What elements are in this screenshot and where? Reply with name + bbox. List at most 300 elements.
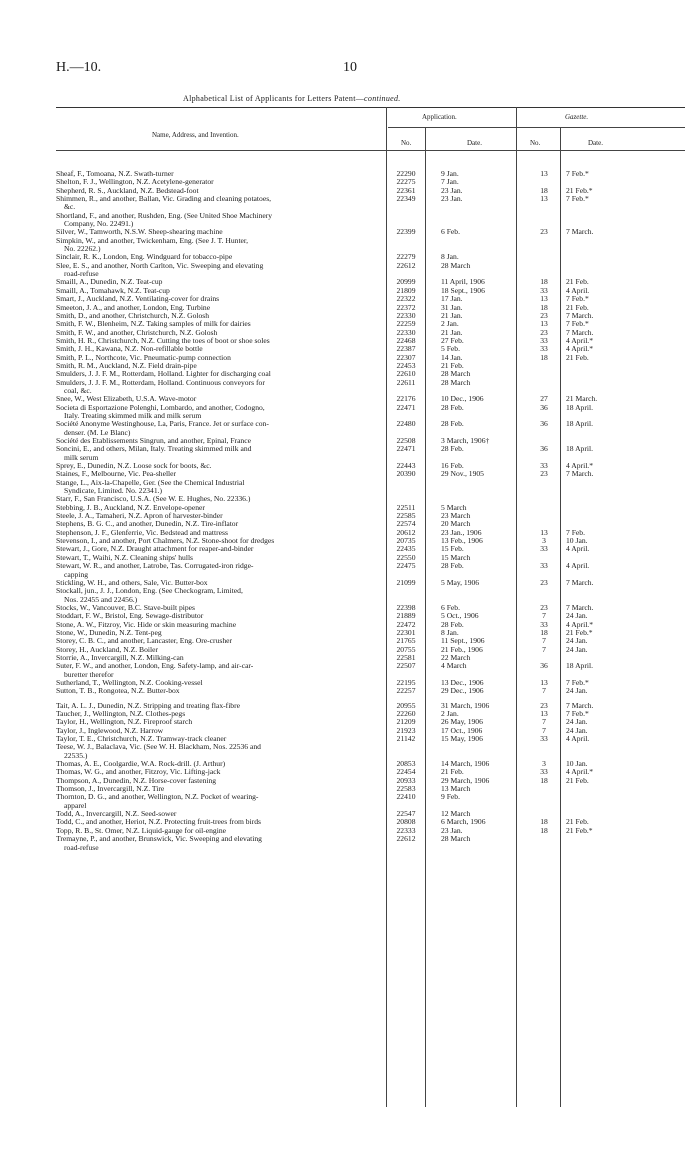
application-date: 7 Jan.	[441, 177, 459, 187]
application-date: 22 March	[441, 652, 471, 662]
application-date: 12 March	[441, 809, 471, 819]
applicant-text: Silver, W., Tamworth, N.S.W. Sheep-shearing machine	[56, 227, 223, 237]
applicant-text: Taylor, T. E., Christchurch, N.Z. Tramway-track cleaner	[56, 734, 227, 744]
application-number: 20390	[396, 469, 416, 479]
application-number: 22468	[396, 335, 416, 345]
application-number: 20853	[396, 759, 416, 769]
application-number: 21099	[396, 577, 416, 587]
applicant-text: Stone, A. W., Fitzroy, Vic. Hide or skin measuring machine	[56, 619, 237, 629]
applicant-text-continued: Nos. 22455 and 22456.)	[64, 594, 138, 604]
application-date: 13 Dec., 1906	[441, 677, 484, 687]
gazette-number: 23	[540, 602, 548, 612]
application-number: 20808	[396, 817, 416, 827]
applicant-text-continued: milk serum	[64, 452, 99, 462]
gazette-date: 24 Jan.	[566, 644, 588, 654]
application-number: 22472	[396, 619, 416, 629]
gazette-date: 18 April.	[566, 444, 594, 454]
applicant-text: Taucher, J., Wellington, N.Z. Clothes-pegs	[56, 709, 186, 718]
page-title	[183, 94, 629, 103]
page-number: 10	[343, 60, 357, 75]
application-number: 22471	[396, 444, 416, 454]
gazette-number: 3	[542, 536, 546, 546]
gazette-number: 27	[540, 394, 548, 404]
gazette-number: 18	[540, 277, 548, 287]
applicant-entry	[56, 379, 388, 396]
application-date: 21 Jan.	[441, 327, 463, 337]
applicant-text: Starr, F., San Francisco, U.S.A. (See W. E. Hughes, No. 22336.)	[56, 494, 251, 504]
gazette-number: 36	[540, 402, 548, 412]
applicant-text: Sinclair, R. K., London, Eng. Windguard for tobacco-pipe	[56, 252, 233, 262]
application-date: 8 Jan.	[441, 627, 459, 637]
applicant-entry	[56, 195, 388, 212]
gazette-number: 18	[540, 825, 548, 835]
gazette-date: 4 April.*	[566, 461, 594, 471]
application-date: 23 Jan.	[441, 194, 463, 204]
header-bottom-rule	[56, 150, 685, 151]
gazette-number: 23	[540, 227, 548, 237]
application-number: 22612	[396, 834, 416, 844]
application-date: 29 March, 1906	[441, 775, 490, 785]
applicant-text: Smith, J. H., Kawana, N.Z. Non-refillable bottle	[56, 344, 203, 354]
gazette-date: 21 Feb.*	[566, 185, 593, 195]
applicant-text: Smeeton, J. A., and another, London, Eng. Turbine	[56, 302, 211, 312]
gazette-number: 18	[540, 352, 548, 362]
applicant-text: Smaill, A., Dunedin, N.Z. Teat-cup	[56, 277, 163, 287]
gazette-date: 21 Feb.*	[566, 825, 593, 835]
application-number: 22480	[396, 419, 416, 429]
applicant-text-continued: 22535.)	[64, 750, 88, 760]
applicant-text: Slee, E. S., and another, North Carlton, Vic. Sweeping and elevating	[56, 260, 264, 270]
table-row	[56, 587, 686, 604]
gazette-number: 18	[540, 185, 548, 195]
application-date: 5 Feb.	[441, 344, 460, 354]
applicant-text: Tait, A. L. J., Dunedin, N.Z. Stripping and treating flax-fibre	[56, 700, 240, 710]
application-number: 22581	[396, 652, 416, 662]
application-date: 9 Feb.	[441, 792, 460, 802]
application-date: 28 Feb.	[441, 561, 464, 571]
applicant-text: Thomson, J., Invercargill, N.Z. Tire	[56, 784, 165, 794]
gazette-number: 36	[540, 419, 548, 429]
gazette-number: 13	[540, 294, 548, 304]
applicant-entry	[56, 743, 388, 760]
gazette-number: 18	[540, 627, 548, 637]
applicant-text: Smith, F. W., and another, Christchurch, N.Z. Golosh	[56, 327, 218, 337]
applicant-entry	[56, 237, 388, 254]
applicant-text-continued: Syndicate, Limited. No. 22341.)	[64, 486, 163, 496]
applicant-text: Shepherd, R. S., Auckland, N.Z. Bedstead-foot	[56, 185, 199, 195]
gazette-date: 7 March.	[566, 327, 594, 337]
applicant-text: Snee, W., West Elizabeth, U.S.A. Wave-motor	[56, 394, 197, 404]
applicant-entry	[56, 587, 388, 604]
application-number: 22507	[396, 661, 416, 671]
gazette-date: 24 Jan.	[566, 636, 588, 646]
application-date: 15 May, 1906	[441, 734, 483, 744]
application-date: 23 Jan.	[441, 825, 463, 835]
application-date: 23 March	[441, 511, 471, 521]
table-row	[56, 687, 686, 695]
application-date: 28 Feb.	[441, 419, 464, 429]
application-date: 28 March	[441, 369, 471, 379]
applicant-text: Stocks, W., Vancouver, B.C. Stave-built pipes	[56, 602, 195, 612]
application-date: 10 Dec., 1906	[441, 394, 484, 404]
application-date: 31 Jan.	[441, 302, 463, 312]
gazette-date: 7 March.	[566, 469, 594, 479]
gazette-number: 33	[540, 461, 548, 471]
application-number: 21889	[396, 611, 416, 621]
application-date: 13 Feb., 1906	[441, 536, 483, 546]
gazette-number: 18	[540, 775, 548, 785]
applicant-text: Suter, F. W., and another, London, Eng. Safety-lamp, and air-car-	[56, 661, 254, 671]
gazette-number: 7	[542, 644, 546, 654]
applicant-text: Smart, J., Auckland, N.Z. Ventilating-cover for drains	[56, 294, 220, 304]
column-header-gaz-date: Date.	[588, 139, 603, 147]
table-row	[56, 562, 686, 579]
gazette-number: 33	[540, 335, 548, 345]
applicant-text-continued: capping	[64, 569, 89, 579]
application-number: 21142	[396, 734, 416, 744]
application-number: 22290	[396, 169, 416, 178]
applicant-text: Shortland, F., and another, Rushden, Eng. (See United Shoe Machinery	[56, 210, 273, 220]
applicant-text: Stebbing, J. B., Auckland, N.Z. Envelope-opener	[56, 502, 205, 512]
applicant-text: Storey, C. B. C., and another, Lancaster, Eng. Ore-crusher	[56, 636, 233, 646]
application-date: 21 Feb.	[441, 360, 464, 370]
application-number: 20999	[396, 277, 416, 287]
application-date: 5 March	[441, 502, 467, 512]
gazette-number: 23	[540, 310, 548, 320]
applicant-text: Todd, C., and another, Heriot, N.Z. Protecting fruit-trees from birds	[56, 817, 261, 827]
table-row	[56, 212, 686, 229]
applicant-text: Steele, J. A., Tamaheri, N.Z. Apron of harvester-binder	[56, 511, 223, 521]
applicant-text: Smith, F. W., Blenheim, N.Z. Taking samples of milk for dairies	[56, 319, 251, 329]
applicant-text: Sutton, T. B., Rongotea, N.Z. Butter-box	[56, 686, 180, 696]
application-date: 8 Jan.	[441, 252, 459, 262]
application-number: 22330	[396, 327, 416, 337]
gazette-date: 7 March.	[566, 602, 594, 612]
application-date: 28 March	[441, 377, 471, 387]
application-date: 13 March	[441, 784, 471, 794]
applicant-text-continued: buretter therefor	[64, 669, 114, 679]
gazette-date: 21 Feb.	[566, 817, 589, 827]
applicant-text: Thomas, W. G., and another, Fitzroy, Vic. Lifting-jack	[56, 767, 221, 777]
applicant-text: Taylor, J., Inglewood, N.Z. Harrow	[56, 725, 164, 735]
gazette-date: 24 Jan.	[566, 611, 588, 621]
application-date: 16 Feb.	[441, 461, 464, 471]
table-row	[56, 743, 686, 760]
applicant-text: Smulders, J. J. F. M., Rotterdam, Holland. Lighter for discharging coal	[56, 369, 271, 379]
application-date: 29 Nov., 1905	[441, 469, 484, 479]
applicant-text: Stickling, W. H., and others, Sale, Vic. Butter-box	[56, 577, 208, 587]
table-row	[56, 404, 686, 421]
gazette-number: 13	[540, 677, 548, 687]
applicant-text: Smith, P. L., Northcote, Vic. Pneumatic-pump connection	[56, 352, 231, 362]
gazette-date: 21 Feb.*	[566, 627, 593, 637]
column-header-name: Name, Address, and Invention.	[152, 131, 239, 139]
gazette-number: 13	[540, 709, 548, 718]
application-date: 21 Jan.	[441, 310, 463, 320]
document-reference: H.—10.	[56, 60, 102, 75]
gazette-number: 3	[542, 759, 546, 769]
application-number: 20735	[396, 536, 416, 546]
applicant-text: Teese, W. J., Balaclava, Vic. (See W. H. Blackham, Nos. 22536 and	[56, 742, 261, 752]
application-number: 22257	[396, 686, 416, 696]
application-number: 22550	[396, 552, 416, 562]
header-subrule	[388, 127, 685, 128]
table-row	[56, 420, 686, 437]
gazette-number: 13	[540, 169, 548, 178]
column-header-application: Application.	[422, 113, 457, 121]
gazette-number: 13	[540, 194, 548, 204]
applicant-text: Stoddart, F. W., Bristol, Eng. Sewage-distributor	[56, 611, 204, 621]
gazette-date: 7 Feb.	[566, 527, 585, 537]
gazette-date: 7 March.	[566, 310, 594, 320]
gazette-date: 24 Jan.	[566, 717, 588, 727]
applicant-entry	[56, 404, 388, 421]
applicant-text-continued: &c.	[64, 202, 76, 212]
application-date: 6 March, 1906	[441, 817, 486, 827]
gazette-number: 7	[542, 611, 546, 621]
application-date: 31 March, 1906	[441, 700, 490, 710]
gazette-date: 7 Feb.*	[566, 709, 589, 718]
application-number: 21923	[396, 725, 416, 735]
applicant-text: Stephens, B. G. C., and another, Dunedin, N.Z. Tire-inflator	[56, 519, 239, 529]
application-number: 22399	[396, 227, 416, 237]
applicant-text: Topp, R. B., St. Omer, N.Z. Liquid-gauge for oil-engine	[56, 825, 226, 835]
gazette-number: 23	[540, 577, 548, 587]
application-date: 17 Oct., 1906	[441, 725, 483, 735]
gazette-date: 7 Feb.*	[566, 319, 589, 329]
application-date: 15 Feb.	[441, 544, 464, 554]
gazette-date: 7 March.	[566, 700, 594, 710]
application-number: 22453	[396, 360, 416, 370]
applicant-text-continued: coal, &c.	[64, 385, 92, 395]
application-date: 11 Sept., 1906	[441, 636, 485, 646]
applicant-text: Société Anonyme Westinghouse, La, Paris, France. Jet or surface con-	[56, 419, 269, 429]
applicant-text: Société des Etablissements Singrun, and another, Epinal, France	[56, 436, 251, 445]
application-number: 22387	[396, 344, 416, 354]
applicant-entry	[56, 212, 388, 229]
applicant-text-continued: road-refuse	[64, 842, 99, 852]
gazette-number: 33	[540, 544, 548, 554]
gazette-date: 7 March.	[566, 577, 594, 587]
gazette-date: 4 April.	[566, 561, 590, 571]
application-date: 26 May, 1906	[441, 717, 483, 727]
gazette-date: 18 April.	[566, 419, 594, 429]
gazette-date: 24 Jan.	[566, 725, 588, 735]
applicant-text-continued: Company, No. 22491.)	[64, 219, 134, 229]
applicant-entry	[56, 262, 388, 279]
applicant-entry	[56, 479, 388, 496]
column-header-app-date: Date.	[467, 139, 482, 147]
applicant-text: Stewart, W. R., and another, Latrobe, Tas. Corrugated-iron ridge-	[56, 561, 254, 571]
application-date: 28 March	[441, 834, 471, 844]
page-header	[56, 60, 644, 76]
application-number: 22176	[396, 394, 416, 404]
applicant-text-continued: road-refuse	[64, 269, 99, 279]
applicant-text: Stephenson, J. F., Glenferrie, Vic. Bedstead and mattress	[56, 527, 228, 537]
applicant-text-continued: denser. (M. Le Blanc)	[64, 427, 131, 437]
applicant-entry	[56, 835, 388, 852]
gazette-date: 18 April.	[566, 661, 594, 671]
gazette-number: 33	[540, 734, 548, 744]
title-continued: continued.	[364, 94, 401, 103]
gazette-date: 21 March.	[566, 394, 598, 404]
gazette-number: 33	[540, 561, 548, 571]
gazette-date: 21 Feb.	[566, 302, 589, 312]
gazette-date: 4 April.*	[566, 619, 594, 629]
applicant-text: Shelton, F. J., Wellington, N.Z. Acetylene-generator	[56, 177, 214, 187]
application-date: 5 May, 1906	[441, 577, 480, 587]
applicant-text: Tremayne, P., and another, Brunswick, Vic. Sweeping and elevating	[56, 834, 262, 844]
application-number: 22301	[396, 627, 416, 637]
application-date: 6 Feb.	[441, 602, 460, 612]
applicant-text: Stevenson, I., and another, Port Chalmers, N.Z. Stone-shoot for dredges	[56, 536, 275, 546]
application-number: 22610	[396, 369, 416, 379]
application-number: 21765	[396, 636, 416, 646]
applicant-text: Simpkin, W., and another, Twickenham, Eng. (See J. T. Hunter,	[56, 235, 249, 245]
table-row	[56, 379, 686, 396]
applicant-entry	[56, 662, 388, 679]
applicant-text: Taylor, H., Wellington, N.Z. Fireproof starch	[56, 717, 193, 727]
application-number: 21809	[396, 285, 416, 295]
application-number: 21209	[396, 717, 416, 727]
top-rule	[56, 107, 685, 108]
application-date: 4 March	[441, 661, 467, 671]
applicant-text: Thompson, A., Dunedin, N.Z. Horse-cover fastening	[56, 775, 217, 785]
gazette-number: 33	[540, 344, 548, 354]
application-number: 22475	[396, 561, 416, 571]
applicant-text: Shimmen, R., and another, Ballan, Vic. Grading and cleaning potatoes,	[56, 194, 272, 204]
application-number: 22330	[396, 310, 416, 320]
application-number: 22612	[396, 260, 416, 270]
application-number: 22611	[396, 377, 416, 387]
applicant-text: Staines, F., Melbourne, Vic. Pea-sheller	[56, 469, 177, 479]
application-number: 22410	[396, 792, 416, 802]
gazette-date: 18 April.	[566, 402, 594, 412]
application-number: 22585	[396, 511, 416, 521]
gazette-number: 13	[540, 527, 548, 537]
application-number: 22508	[396, 436, 416, 445]
application-date: 14 March, 1906	[441, 759, 490, 769]
applicant-text: Stockall, jun., J. J., London, Eng. (See Checkogram, Limited,	[56, 586, 243, 596]
gazette-date: 24 Jan.	[566, 686, 588, 696]
application-date: 27 Feb.	[441, 335, 464, 345]
application-number: 22547	[396, 809, 416, 819]
application-number: 22511	[396, 502, 416, 512]
gazette-date: 7 Feb.*	[566, 194, 589, 204]
gazette-date: 10 Jan.	[566, 536, 588, 546]
applicant-text: Soncini, E., and others, Milan, Italy. Treating skimmed milk and	[56, 444, 252, 454]
applicant-text-continued: apparel	[64, 800, 87, 810]
applicant-text: Thomas, A. E., Coolgardie, W.A. Rock-drill. (J. Arthur)	[56, 759, 226, 769]
applicant-text-continued: No. 22262.)	[64, 244, 101, 254]
application-number: 22361	[396, 185, 416, 195]
applicant-entry	[56, 793, 388, 810]
gazette-date: 21 Feb.	[566, 775, 589, 785]
application-date: 17 Jan.	[441, 294, 463, 304]
gazette-date: 4 April.	[566, 285, 590, 295]
application-date: 3 March, 1906†	[441, 436, 490, 445]
application-number: 22333	[396, 825, 416, 835]
applicant-text: Stewart, J., Gore, N.Z. Draught attachment for reaper-and-binder	[56, 544, 254, 554]
applicant-text: Smith, R. M., Auckland, N.Z. Field drain-pipe	[56, 360, 197, 370]
table-row	[56, 237, 686, 254]
application-number: 22583	[396, 784, 416, 794]
gazette-date: 10 Jan.	[566, 759, 588, 769]
application-number: 20955	[396, 700, 416, 710]
application-number: 22443	[396, 461, 416, 471]
applicant-text: Societa di Esportazione Polenghi, Lombardo, and another, Codogno,	[56, 402, 265, 412]
gazette-date: 4 April.*	[566, 335, 594, 345]
applicant-text: Stange, L., Aix-la-Chapelle, Ger. (See the Chemical Industrial	[56, 477, 245, 487]
column-header-gaz-no: No.	[530, 139, 541, 147]
applicant-list	[56, 170, 686, 852]
application-date: 23 Jan., 1906	[441, 527, 482, 537]
gazette-date: 7 Feb.*	[566, 677, 589, 687]
application-number: 22307	[396, 352, 416, 362]
gazette-number: 23	[540, 469, 548, 479]
application-number: 22279	[396, 252, 416, 262]
application-date: 21 Feb.	[441, 767, 464, 777]
application-number: 22322	[396, 294, 416, 304]
gazette-number: 36	[540, 444, 548, 454]
gazette-date: 7 Feb.*	[566, 294, 589, 304]
gazette-date: 4 April.	[566, 734, 590, 744]
application-number: 22372	[396, 302, 416, 312]
application-number: 22398	[396, 602, 416, 612]
applicant-text: Sprey, E., Dunedin, N.Z. Loose sock for boots, &c.	[56, 461, 212, 471]
applicant-entry	[56, 445, 388, 462]
applicant-text: Smith, H. R., Christchurch, N.Z. Cutting the toes of boot or shoe soles	[56, 335, 270, 345]
applicant-entry	[56, 420, 388, 437]
table-row	[56, 195, 686, 212]
gazette-date: 21 Feb.	[566, 352, 589, 362]
gazette-number: 36	[540, 661, 548, 671]
gazette-number: 7	[542, 717, 546, 727]
applicant-entry	[56, 687, 388, 695]
application-date: 2 Jan.	[441, 709, 459, 718]
gazette-number: 18	[540, 302, 548, 312]
gazette-number: 18	[540, 817, 548, 827]
application-date: 23 Jan.	[441, 185, 463, 195]
applicant-text: Todd, A., Invercargill, N.Z. Seed-sower	[56, 809, 177, 819]
applicant-text: Sutherland, T., Wellington, N.Z. Cooking-vessel	[56, 677, 203, 687]
gazette-number: 13	[540, 319, 548, 329]
table-row	[56, 445, 686, 462]
applicant-text: Sheaf, F., Tomoana, N.Z. Swath-turner	[56, 169, 174, 178]
gazette-date: 21 Feb.	[566, 277, 589, 287]
application-number: 20612	[396, 527, 416, 537]
application-date: 9 Jan.	[441, 169, 459, 178]
gazette-date: 4 April.*	[566, 767, 594, 777]
application-number: 22471	[396, 402, 416, 412]
application-number: 22435	[396, 544, 416, 554]
application-date: 21 Feb., 1906	[441, 644, 483, 654]
column-header-app-no: No.	[401, 139, 412, 147]
application-number: 22454	[396, 767, 416, 777]
application-date: 29 Dec., 1906	[441, 686, 484, 696]
application-date: 18 Sept., 1906	[441, 285, 485, 295]
table-row	[56, 262, 686, 279]
application-number: 22259	[396, 319, 416, 329]
application-date: 28 Feb.	[441, 444, 464, 454]
application-number: 22349	[396, 194, 416, 204]
gazette-number: 33	[540, 767, 548, 777]
application-date: 5 Oct., 1906	[441, 611, 479, 621]
applicant-text: Stewart, T., Waihi, N.Z. Cleaning ships' hulls	[56, 552, 194, 562]
gazette-date: 7 Feb.*	[566, 169, 589, 178]
table-row	[56, 479, 686, 496]
gazette-date: 7 March.	[566, 227, 594, 237]
